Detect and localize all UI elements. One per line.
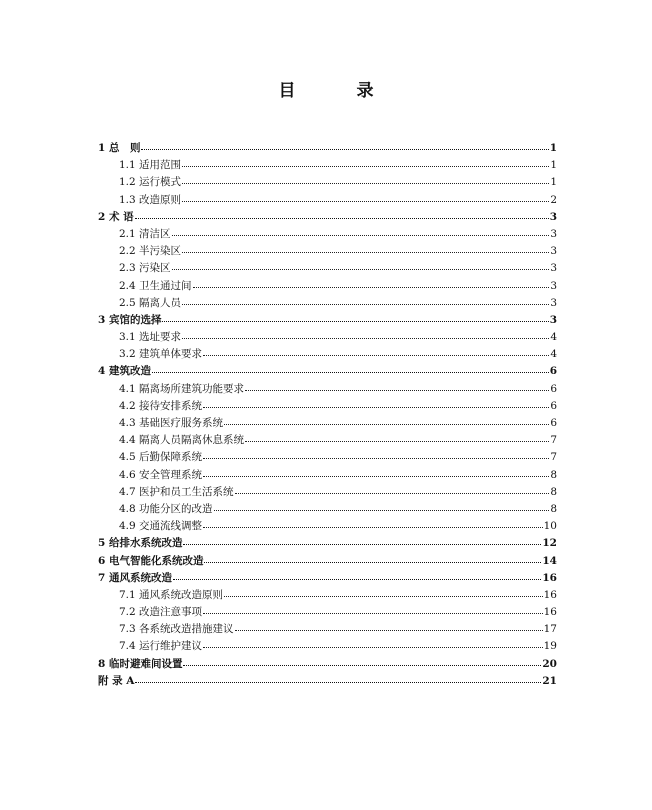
toc-page-number: 16 <box>542 571 557 584</box>
toc-page-number: 1 <box>550 176 557 189</box>
toc-dot-leader <box>182 175 549 185</box>
toc-section-entry[interactable] <box>98 260 557 277</box>
toc-entry-label: 4.5 后勤保障系统 <box>119 451 203 464</box>
toc-page-number: 6 <box>549 365 557 378</box>
toc-dot-leader <box>203 605 543 615</box>
toc-dot-leader <box>182 296 549 306</box>
toc-section-entry[interactable] <box>98 329 557 346</box>
toc-entry-label: 4.8 功能分区的改造 <box>119 502 213 515</box>
toc-entry-label: 4.7 医护和员工生活系统 <box>119 485 234 498</box>
toc-section-entry[interactable] <box>98 587 557 604</box>
toc-entry-label: 附 录 A <box>98 674 135 687</box>
toc-chapter-entry[interactable] <box>98 673 557 690</box>
toc-dot-leader <box>173 571 541 581</box>
toc-page-number: 4 <box>550 331 557 344</box>
toc-entry-label: 2.2 半污染区 <box>119 245 182 258</box>
toc-section-entry[interactable] <box>98 501 557 518</box>
toc-dot-leader <box>183 657 541 667</box>
toc-chapter-entry[interactable] <box>98 140 557 157</box>
toc-page-number: 3 <box>550 262 557 275</box>
toc-dot-leader <box>182 158 549 168</box>
toc-page-number: 1 <box>550 159 557 172</box>
toc-section-entry[interactable] <box>98 432 557 449</box>
toc-page-number: 17 <box>543 623 557 636</box>
toc-section-entry[interactable] <box>98 415 557 432</box>
toc-section-entry[interactable] <box>98 192 557 209</box>
toc-page-number: 8 <box>550 485 557 498</box>
toc-dot-leader <box>245 382 549 392</box>
toc-entry-label: 7 通风系统改造 <box>98 571 172 584</box>
toc-dot-leader <box>172 261 550 271</box>
toc-dot-leader <box>135 674 541 684</box>
toc-page-number: 3 <box>550 279 557 292</box>
toc-section-entry[interactable] <box>98 157 557 174</box>
toc-section-entry[interactable] <box>98 398 557 415</box>
toc-dot-leader <box>203 639 543 649</box>
toc-section-entry[interactable] <box>98 346 557 363</box>
toc-page-number: 10 <box>543 520 557 533</box>
toc-dot-leader <box>203 450 549 460</box>
toc-page-number: 8 <box>550 468 557 481</box>
toc-dot-leader <box>152 364 549 374</box>
toc-section-entry[interactable] <box>98 518 557 535</box>
toc-chapter-entry[interactable] <box>98 570 557 587</box>
toc-entry-label: 1.2 运行模式 <box>119 176 182 189</box>
toc-section-entry[interactable] <box>98 604 557 621</box>
toc-dot-leader <box>141 141 548 151</box>
toc-entry-label: 6 电气智能化系统改造 <box>98 554 204 567</box>
toc-chapter-entry[interactable] <box>98 553 557 570</box>
toc-section-entry[interactable] <box>98 278 557 295</box>
toc-entry-label: 3.2 建筑单体要求 <box>119 348 203 361</box>
toc-entry-label: 2.1 清洁区 <box>119 227 171 240</box>
toc-dot-leader <box>203 347 549 357</box>
toc-entry-label: 3 宾馆的选择 <box>98 313 162 326</box>
toc-entry-label: 2 术 语 <box>98 210 134 223</box>
toc-page-number: 3 <box>549 210 557 223</box>
toc-dot-leader <box>182 193 549 203</box>
page-title: 目 录 <box>278 81 396 101</box>
toc-section-entry[interactable] <box>98 449 557 466</box>
table-of-contents <box>98 140 557 690</box>
toc-section-entry[interactable] <box>98 484 557 501</box>
toc-page-number: 19 <box>543 640 557 653</box>
toc-section-entry[interactable] <box>98 295 557 312</box>
toc-dot-leader <box>182 244 549 254</box>
toc-page-number: 14 <box>542 554 557 567</box>
toc-chapter-entry[interactable] <box>98 312 557 329</box>
toc-page-number: 4 <box>550 348 557 361</box>
toc-dot-leader <box>214 502 550 512</box>
toc-dot-leader <box>182 330 549 340</box>
toc-dot-leader <box>162 313 548 323</box>
toc-dot-leader <box>235 622 543 632</box>
toc-section-entry[interactable] <box>98 243 557 260</box>
toc-entry-label: 1.1 适用范围 <box>119 159 182 172</box>
toc-chapter-entry[interactable] <box>98 535 557 552</box>
toc-section-entry[interactable] <box>98 638 557 655</box>
toc-page-number: 6 <box>550 399 557 412</box>
toc-page-number: 7 <box>550 434 557 447</box>
toc-entry-label: 1 总 则 <box>98 142 141 154</box>
toc-dot-leader <box>224 588 543 598</box>
toc-page-number: 16 <box>543 606 557 619</box>
toc-entry-label: 2.4 卫生通过间 <box>119 279 192 292</box>
toc-entry-label: 4.3 基础医疗服务系统 <box>119 417 224 429</box>
toc-dot-leader <box>203 519 543 529</box>
toc-page-number: 12 <box>542 537 557 550</box>
toc-section-entry[interactable] <box>98 381 557 398</box>
toc-page-number: 8 <box>550 502 557 515</box>
toc-dot-leader <box>224 416 549 426</box>
toc-page-number: 3 <box>550 296 557 309</box>
toc-entry-label: 7.4 运行维护建议 <box>119 640 203 653</box>
toc-entry-label: 4 建筑改造 <box>98 365 151 378</box>
toc-page-number: 20 <box>542 657 557 670</box>
toc-dot-leader <box>204 554 541 564</box>
toc-dot-leader <box>203 399 549 409</box>
toc-section-entry[interactable] <box>98 226 557 243</box>
toc-entry-label: 3.1 选址要求 <box>119 331 182 344</box>
toc-page-number: 3 <box>550 245 557 258</box>
toc-dot-leader <box>245 433 549 443</box>
toc-page-number: 21 <box>542 674 557 687</box>
toc-page-number: 16 <box>543 588 557 601</box>
toc-page-number: 3 <box>550 227 557 240</box>
toc-entry-label: 4.9 交通流线调整 <box>119 520 203 533</box>
toc-entry-label: 1.3 改造原则 <box>119 193 182 206</box>
toc-page-number: 7 <box>550 451 557 464</box>
toc-chapter-entry[interactable] <box>98 656 557 673</box>
toc-section-entry[interactable] <box>98 621 557 638</box>
toc-entry-label: 4.6 安全管理系统 <box>119 468 203 481</box>
toc-entry-label: 4.2 接待安排系统 <box>119 399 203 412</box>
toc-entry-label: 7.2 改造注意事项 <box>119 606 203 619</box>
toc-entry-label: 2.5 隔离人员 <box>119 296 182 309</box>
toc-dot-leader <box>203 468 549 478</box>
toc-entry-label: 5 给排水系统改造 <box>98 537 183 550</box>
toc-entry-label: 8 临时避难间设置 <box>98 657 183 670</box>
toc-chapter-entry[interactable] <box>98 209 557 226</box>
toc-dot-leader <box>135 210 549 220</box>
toc-entry-label: 4.4 隔离人员隔离休息系统 <box>119 434 245 447</box>
toc-entry-label: 4.1 隔离场所建筑功能要求 <box>119 382 245 395</box>
toc-section-entry[interactable] <box>98 174 557 191</box>
toc-entry-label: 2.3 污染区 <box>119 262 171 275</box>
toc-page-number: 6 <box>550 417 557 429</box>
toc-page-number: 6 <box>550 382 557 395</box>
toc-dot-leader <box>183 536 541 546</box>
toc-entry-label: 7.3 各系统改造措施建议 <box>119 623 234 636</box>
toc-page-number: 1 <box>549 142 557 154</box>
toc-dot-leader <box>172 227 550 237</box>
toc-page-number: 3 <box>549 313 557 326</box>
toc-page-number: 2 <box>550 193 557 206</box>
toc-chapter-entry[interactable] <box>98 363 557 380</box>
toc-dot-leader <box>235 485 550 495</box>
toc-dot-leader <box>193 279 550 289</box>
toc-entry-label: 7.1 通风系统改造原则 <box>119 588 224 601</box>
toc-section-entry[interactable] <box>98 467 557 484</box>
